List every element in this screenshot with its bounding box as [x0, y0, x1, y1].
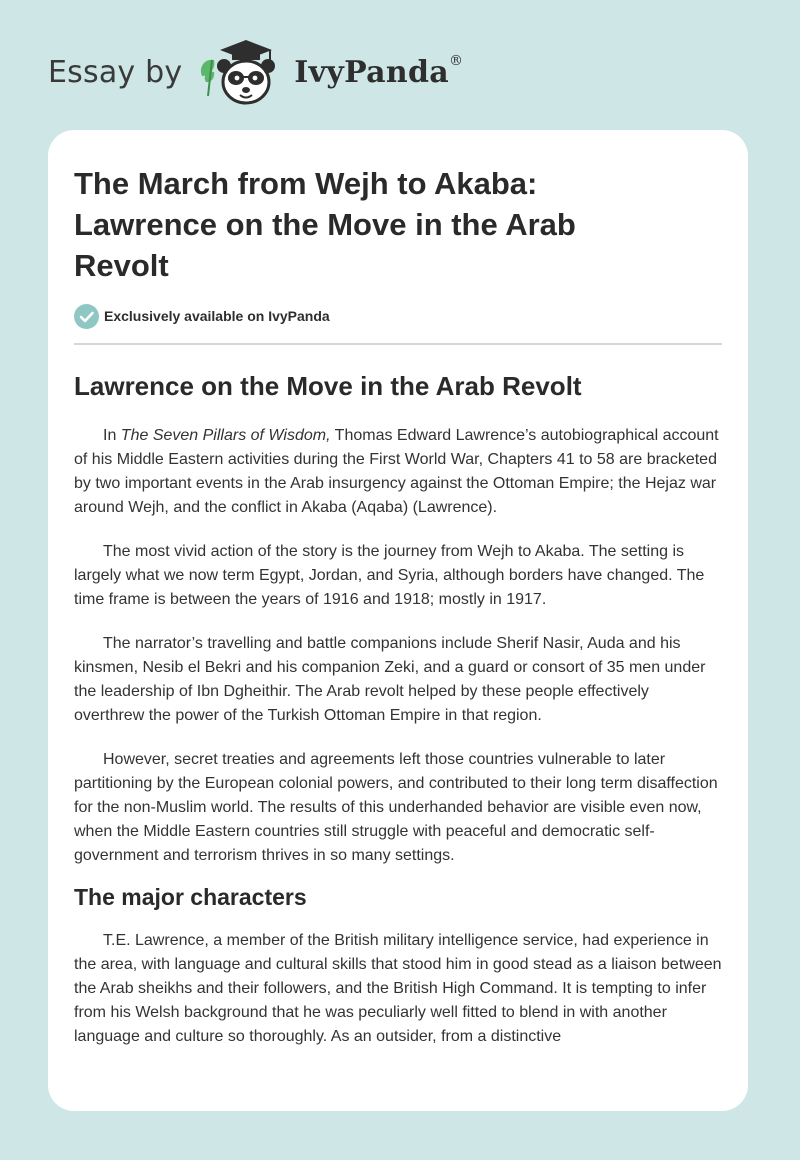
page-title: The March from Wejh to Akaba: Lawrence on the Move in the Arab Revolt	[74, 166, 576, 283]
book-title: The Seven Pillars of Wisdom,	[120, 427, 331, 444]
site-header	[48, 36, 463, 108]
paragraph-3: The narrator’s travelling and battle companions include Sherif Nasir, Auda and his kinsmen, Nesib el Bekri and his companion Zeki, and a guard or consort of 35 men under the leadership of Ibn Dgheithir. The Arab revolt helped by these people effectively overthrew the power of the Turkish Ottoman Empire in that region.	[74, 635, 706, 724]
subsection-heading: The major characters	[74, 884, 307, 910]
panda-graduate-logo-icon[interactable]	[196, 36, 288, 108]
paragraph-1-rest: Thomas Edward Lawrence’s autobiographical account of his Middle Eastern activities during the First World War, Chapters 41 to 58 are bracketed by two important events in the Arab insurgency against the Ottoman Empire; the Hejaz war around Wejh, and the conflict in Akaba (Aqaba) (Lawrence).	[74, 427, 719, 516]
divider	[74, 343, 722, 345]
paragraph-1	[74, 424, 722, 520]
check-circle-icon	[74, 304, 99, 329]
essay-by-label: Essay by	[48, 54, 183, 90]
paragraph-1-lead: In	[103, 427, 121, 444]
exclusive-badge-label: Exclusively available on IvyPanda	[104, 308, 330, 324]
essay-card	[48, 130, 748, 1111]
registered-mark: ®	[449, 52, 464, 69]
paragraph-5: T.E. Lawrence, a member of the British military intelligence service, had experience in the area, with language and cultural skills that stood him in good stead as a liaison between the Arab sheikhs and their followers, and the British High Command. It is tempting to infer from his Welsh background that he was peculiarly well fitted to blend in with another language and culture so thoroughly. As an outsider, from a distinctive	[74, 932, 722, 1045]
brand-name[interactable]	[294, 52, 464, 90]
section-heading: Lawrence on the Move in the Arab Revolt	[74, 371, 582, 401]
paragraph-4: However, secret treaties and agreements left those countries vulnerable to later partitioning by the European colonial powers, and contributed to their long term disaffection for the non-Muslim world. The results of this underhanded behavior are visible even now, when the Middle Eastern countries still struggle with peaceful and democratic self-government and terrorism thrives in so many settings.	[74, 751, 718, 864]
essay-content	[48, 130, 748, 1049]
exclusive-badge	[74, 303, 722, 329]
brand-name-text: IvyPanda	[294, 54, 450, 90]
paragraph-2: The most vivid action of the story is the journey from Wejh to Akaba. The setting is largely what we now term Egypt, Jordan, and Syria, although borders have changed. The time frame is between the years of 1916 and 1918; mostly in 1917.	[74, 543, 705, 608]
